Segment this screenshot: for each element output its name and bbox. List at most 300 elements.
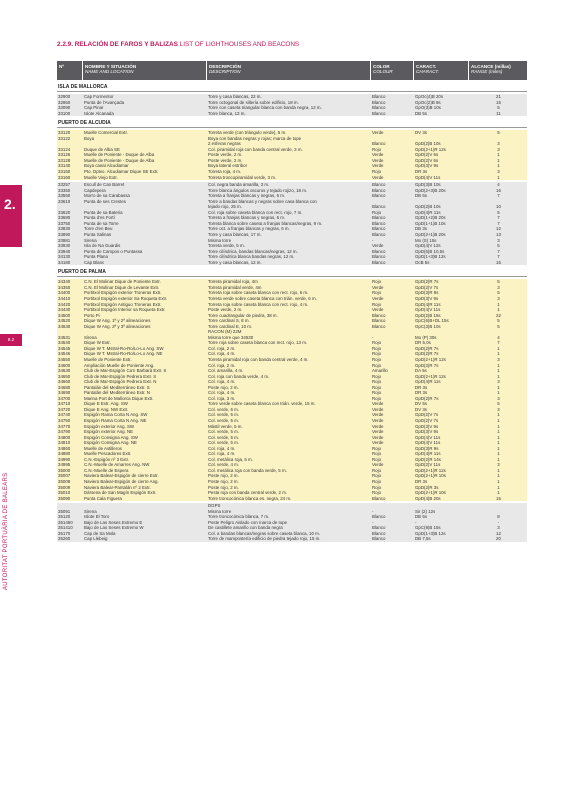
cell-name: Espigón exterior Ang. SW xyxy=(84,423,135,429)
cell-description: Torre oct. a franjas blancas y negras, 6 m. xyxy=(208,226,290,232)
cell-character: DR 3s xyxy=(415,169,428,175)
cell-description: Poste verde, 2 m. xyxy=(208,152,243,158)
cell-character: DR 5,0s xyxy=(415,340,431,346)
cell-description: De castillete amarillo con banda negra xyxy=(208,525,283,531)
cell-name: Sirena xyxy=(84,237,97,243)
cell-name: Naviera Balear-Espigón de cierre Ang. xyxy=(84,479,159,484)
cell-character: GpD(2)B 15s xyxy=(415,312,441,318)
cell-number: 33257 xyxy=(58,182,71,188)
cell-name: Espigón Rama Corta N Ang. NE xyxy=(84,417,147,423)
cell-description: Torre roja sobre caseta blanca con rect. rojo, 13 m. xyxy=(208,340,308,346)
cell-name: Dique W Ang. 2ª y 3ª alineaciones xyxy=(84,323,151,329)
cell-character: DA 5s xyxy=(415,368,427,374)
cell-colour: Rojo xyxy=(372,445,382,451)
cell-number: 34500 xyxy=(58,312,71,318)
cell-number: 34690 xyxy=(58,390,71,396)
cell-character: GpD(1+1)B 10s xyxy=(415,220,446,226)
cell-description: Poste verde, 2 m. xyxy=(208,307,243,313)
cell-range: 1 xyxy=(497,163,500,169)
cell-character: GpD(4)R 11s xyxy=(415,451,441,457)
cell-description: Boya con bandas negras y rojas; marca de tope xyxy=(208,135,302,141)
cell-range: 1 xyxy=(497,429,500,435)
cell-colour: Verde xyxy=(372,152,384,158)
lighthouse-table xyxy=(57,61,527,542)
cell-name: Capdepera xyxy=(84,187,106,193)
cell-number: 34400 xyxy=(58,290,71,296)
cell-colour: Verde xyxy=(372,284,384,290)
cell-colour: Verde xyxy=(372,307,384,313)
cell-description: Torre troncocónica blanca, 7 m. xyxy=(208,514,270,520)
cell-range: 7 xyxy=(497,220,500,226)
cell-colour: Blanco xyxy=(372,514,386,520)
cell-range: 1 xyxy=(497,484,500,490)
cell-colour: Verde xyxy=(372,423,384,429)
cell-colour: Verde xyxy=(372,434,384,440)
cell-character: GpD(5)B 10,5s xyxy=(415,248,445,254)
cell-name: Dique W Extr. xyxy=(84,340,111,346)
cell-colour: Blanco xyxy=(372,215,386,221)
cell-description: Torre blanca ángulos oscuros y tejado rojizo, 18 m. xyxy=(208,187,308,193)
cell-range: 7 xyxy=(497,215,500,221)
cell-description: Torreta a franjas blancas y negras, 6 m. xyxy=(208,193,286,199)
cell-character: - xyxy=(415,519,417,525)
cell-character: GpD(3)R 9s xyxy=(415,290,439,296)
cell-description: Col. verde, 4 m. xyxy=(208,462,239,468)
cell-colour: Verde xyxy=(372,163,384,169)
cell-character: GpO(3)B 10s xyxy=(415,105,441,111)
cell-number: 35260 xyxy=(58,536,71,542)
cell-description: Torre cilíndrica, bandas blancas/negras, 12 m. xyxy=(208,248,298,254)
cell-range: 1 xyxy=(497,445,500,451)
cell-colour: Verde xyxy=(372,174,384,180)
cell-range: 8 xyxy=(497,514,500,520)
cell-description: Torre y casa blancas, 12 m. xyxy=(208,259,262,265)
cell-number: 34790 xyxy=(58,429,71,435)
cell-number: 33620 xyxy=(58,209,71,215)
cell-description: Torreta roja, 4 m. xyxy=(208,169,242,175)
cell-character: GpD(4)R 11s xyxy=(415,209,441,215)
cell-colour: Verde xyxy=(372,130,384,136)
cell-number: 34700 xyxy=(58,395,71,401)
cell-description: Poste rojo, 2 m. xyxy=(208,384,239,390)
cell-number: 34750 xyxy=(58,417,71,423)
cell-name: Portitxol Espigón Antiguo Troneras Extr. xyxy=(84,301,162,307)
cell-name: Club de Mar-Espigón Pedrera Extr. S xyxy=(84,373,157,379)
cell-description: Col. piramidal roja con banda central verde, 3 m. xyxy=(208,146,303,152)
cell-name: Sirena xyxy=(84,508,97,514)
cell-range: 3 xyxy=(497,295,500,301)
cell-colour: Rojo xyxy=(372,467,382,473)
cell-character: GpD(2)B 10s xyxy=(415,204,441,210)
page-number: 8.2 xyxy=(0,334,22,346)
cell-description: Torre a bandas blancas y negras sobre casa blanca con xyxy=(208,198,317,204)
cell-range: 5 xyxy=(497,243,500,249)
cell-name: Naviera Balear-Espigón de cierre Extr. xyxy=(84,473,159,479)
cell-colour: Amarillo xyxy=(372,368,388,374)
cell-description: Col. roja, 2 m. xyxy=(208,345,236,351)
cell-number: 34860 xyxy=(58,445,71,451)
cell-number: 33150 xyxy=(58,169,71,175)
cell-description: Col. a bandas blancas/negras sobre caseta blanca, 10 m. xyxy=(208,530,321,536)
cell-name: C.N. El Molinar Dique de Levante Extr. xyxy=(84,284,160,290)
cell-number: 34530 xyxy=(58,323,71,329)
cell-character: GpD(2+3)B 20s xyxy=(415,187,446,193)
cell-name: Muelle de Poniente Extr. xyxy=(84,356,132,362)
cell-range: 1 xyxy=(497,362,500,368)
page-heading xyxy=(57,41,299,48)
cell-colour: Rojo xyxy=(372,209,382,215)
cell-character: GpD(3)V 9s xyxy=(415,163,439,169)
cell-name: Cap Llebeig xyxy=(84,536,108,542)
cell-description: Col. amarilla, 4 m. xyxy=(208,368,244,374)
cell-colour: Rojo xyxy=(372,169,382,175)
cell-description: Torre cardinal E, 10 m. xyxy=(208,323,253,329)
cell-number: 33890 xyxy=(58,232,71,238)
cell-description: Col. roja con banda verde, 4 m. xyxy=(208,373,270,379)
cell-colour: Blanco xyxy=(372,110,386,116)
cell-description: Col. metálica roja con banda verde, 5 m. xyxy=(208,467,287,473)
cell-number: 34650 xyxy=(58,373,71,379)
cell-range: 1 xyxy=(497,412,500,418)
cell-name: Muelle de Astilleros xyxy=(84,445,122,451)
cell-name: Bajo de Las Seses Extremo W xyxy=(84,525,144,531)
cell-colour: Blanco xyxy=(372,312,386,318)
cell-number: 32950 xyxy=(58,99,71,105)
cell-range: 5 xyxy=(497,318,500,324)
row-group xyxy=(57,182,527,265)
cell-number: 34350 xyxy=(58,284,71,290)
cell-character: GpC(3)B 10s xyxy=(415,323,441,329)
cell-name: Punta de sa Bateria xyxy=(84,209,123,215)
cell-colour: Rojo xyxy=(372,451,382,457)
cell-range: 3 xyxy=(497,395,500,401)
cell-name: Club de Mar-Espigón Pedrera Extr. N xyxy=(84,379,157,385)
cell-name: Punta Plana xyxy=(84,254,108,260)
cell-character: GpD(2)V 6s xyxy=(415,152,439,158)
cell-colour: Blanco xyxy=(372,232,386,238)
cell-colour: Rojo xyxy=(372,340,382,346)
cell-name: Torre d'en Beu xyxy=(84,226,113,232)
cell-colour: - xyxy=(372,508,374,514)
cell-colour: Blanco xyxy=(372,193,386,199)
cell-colour: Rojo xyxy=(372,279,382,285)
cell-number: 34540 xyxy=(58,340,71,346)
cell-colour: Blanco xyxy=(372,226,386,232)
cell-name: Cap de Sa Mola xyxy=(84,530,116,536)
cell-range: 5 xyxy=(497,279,500,285)
cell-range: 3 xyxy=(497,525,500,531)
cell-colour: Blanco xyxy=(372,182,386,188)
cell-name: Muelle Viejo Extr. xyxy=(84,174,118,180)
cell-description: Boya lateral estribor xyxy=(208,163,248,169)
cell-description: Poste verde, 2 m. xyxy=(208,157,243,163)
cell-character: GpD(1+3)B 12s xyxy=(415,254,446,260)
cell-colour: Rojo xyxy=(372,146,382,152)
cell-character: GpD(2)R 7s xyxy=(415,351,439,357)
cell-number: 33160 xyxy=(58,174,71,180)
cell-range: 1 xyxy=(497,373,500,379)
cell-number: 34531 xyxy=(58,334,71,340)
cell-colour: Blanco xyxy=(372,525,386,531)
cell-name: Isla de Na Guardis xyxy=(84,243,121,249)
cell-colour: Verde xyxy=(372,406,384,412)
cell-name: Dique W Ang. 1ª y 2ª alineaciones xyxy=(84,318,151,324)
cell-description: Torreta verde, 5 m. xyxy=(208,243,245,249)
cell-colour: - xyxy=(372,237,374,243)
cell-description: Torreta blanca sobre caseta a franjas blancas/negras, 9 m. xyxy=(208,220,323,226)
cell-number: 34710 xyxy=(58,401,71,407)
cell-range: 3 xyxy=(497,379,500,385)
cell-colour: Rojo xyxy=(372,473,382,479)
cell-character: DB 7,5s xyxy=(415,536,431,542)
cell-name: Pantalán del Mediterráneo Extr. S xyxy=(84,384,150,390)
cell-description: Col. roja, 3 m. xyxy=(208,395,236,401)
cell-range: 3 xyxy=(497,141,500,147)
cell-name: Punta Cala Figuera xyxy=(84,495,122,501)
cell-character: GpD(2)B 10s xyxy=(415,141,441,147)
cell-number: 33930 xyxy=(58,243,71,249)
cell-range: 5 xyxy=(497,323,500,329)
cell-character: GpD(2+1)R 12s xyxy=(415,356,446,362)
cell-name: Punta de sa Torre xyxy=(84,220,119,226)
cell-name: C.N.-Muelle de Espera xyxy=(84,467,129,473)
cell-range: 1 xyxy=(497,384,500,390)
cell-character: GpC(6)B+DL 15s xyxy=(415,318,449,324)
cell-number: 34545 xyxy=(58,345,71,351)
cell-description: Torreta troncopiramidal verde, 3 m. xyxy=(208,174,277,180)
cell-number: 33940 xyxy=(58,248,71,254)
cell-range: 5 xyxy=(497,209,500,215)
cell-character: GpD(3)V 9s xyxy=(415,295,439,301)
cell-range: 1 xyxy=(497,301,500,307)
cell-range: 5 xyxy=(497,105,500,111)
cell-colour: Rojo xyxy=(372,395,382,401)
section-title: ISLA DE MALLORCA xyxy=(57,83,527,92)
cell-range: 1 xyxy=(497,417,500,423)
cell-colour: Verde xyxy=(372,243,384,249)
cell-character: DV 5s xyxy=(415,401,427,407)
cell-colour: Rojo xyxy=(372,345,382,351)
cell-character: GpD(2+1)R 12s xyxy=(415,467,446,473)
cell-number: 33090 xyxy=(58,105,71,111)
cell-range: 21 xyxy=(496,94,501,99)
cell-description: Torreta roja sobre caseta blanca con rect. rojo, 4 m. xyxy=(208,301,309,307)
cell-name: Sirena xyxy=(84,334,97,340)
cell-number: 33830 xyxy=(58,226,71,232)
cell-range: 4 xyxy=(497,182,500,188)
vertical-publisher-text: AUTORITAT PORTUÀRIA DE BALEARS xyxy=(3,472,9,590)
row-group xyxy=(57,279,527,501)
cell-description: Mástil verde, 5 m. xyxy=(208,423,243,429)
cell-range: 1 xyxy=(497,440,500,446)
cell-colour: Verde xyxy=(372,401,384,407)
cell-character: GpD(3)B 10s xyxy=(415,182,441,188)
cell-name: Club de Mar-Espigón Ca'n Barbarà Extr. S xyxy=(84,368,167,374)
cell-number: 35007 xyxy=(58,473,71,479)
cell-number: 33981 xyxy=(58,237,71,243)
cell-description: Torre y casa blancas, 22 m. xyxy=(208,94,262,99)
cell-character: OcB 5s xyxy=(415,259,430,265)
cell-range: 7 xyxy=(497,254,500,260)
cell-colour: Rojo xyxy=(372,373,382,379)
col-character: CARACT. CHARACT. xyxy=(414,61,469,80)
cell-description: Torre cuadrangular de piedra, 38 m. xyxy=(208,312,278,318)
cell-range: 13 xyxy=(496,232,501,238)
cell-number: 33610 xyxy=(58,198,71,204)
col-number: Nº xyxy=(57,61,83,80)
cell-number: 34995 xyxy=(58,462,71,468)
cell-description: DGPS xyxy=(208,503,221,509)
cell-description: Torreta piramidal roja, 4m xyxy=(208,279,258,285)
cell-range: 1 xyxy=(497,368,500,374)
cell-number: 34720 xyxy=(58,406,71,412)
cell-character: GpD(2)V 7s xyxy=(415,284,439,290)
cell-description: Torreta verde (con triángulo verde), 5 m. xyxy=(208,130,287,136)
cell-range: 11 xyxy=(496,110,501,116)
cell-number: 33750 xyxy=(58,220,71,226)
cell-range: 12 xyxy=(496,530,501,536)
cell-range: 3 xyxy=(497,462,500,468)
cell-character: DR 3s xyxy=(415,479,428,484)
cell-character: GpOc(2)B 8s xyxy=(415,99,441,105)
cell-range: 7 xyxy=(497,340,500,346)
cell-description: Col. verde, 5 m. xyxy=(208,434,239,440)
cell-colour: Rojo xyxy=(372,484,382,490)
cell-range: 12 xyxy=(496,226,501,232)
cell-number: 351450 xyxy=(58,519,73,525)
cell-character: GpD(2)V 6s xyxy=(415,157,439,163)
cell-description: Col. roja sobre caseta blanca con rect. rojo, 7 m. xyxy=(208,209,303,215)
cell-colour: Blanco xyxy=(372,530,386,536)
cell-character: Mo (P) 30s xyxy=(415,334,437,340)
cell-colour: Blanco xyxy=(372,248,386,254)
cell-colour: - xyxy=(372,519,374,525)
cell-character: GpOc(4)B 20s xyxy=(415,94,444,99)
cell-character: DR 3s xyxy=(415,384,428,390)
cell-range: 3 xyxy=(497,284,500,290)
cell-number: 34430 xyxy=(58,307,71,313)
cell-number: 35090 xyxy=(58,495,71,501)
cell-range: 1 xyxy=(497,456,500,462)
cell-description: Col. roja, 4 m. xyxy=(208,451,236,457)
cell-colour: Blanco xyxy=(372,318,386,324)
cell-number: 33122 xyxy=(58,135,71,141)
cell-character: GpD(2)R 14s xyxy=(415,456,441,462)
cell-character: GpD(3)V 9s xyxy=(415,429,439,435)
cell-character: GpD(2+1)R 12s xyxy=(415,146,446,152)
cell-colour: Verde xyxy=(372,417,384,423)
cell-number: 34520 xyxy=(58,318,71,324)
section-title: PUERTO DE PALMA xyxy=(57,268,527,277)
cell-description: Col. verde, 6 m. xyxy=(208,406,239,412)
cell-name: C.N.-Muelle de Amarres Ang. NW xyxy=(84,462,150,468)
cell-description: Torre troncocónica blanca es. negra, 24 m. xyxy=(208,495,292,501)
cell-character: GpD(2+1)B 20s xyxy=(415,232,446,238)
cell-range: 3 xyxy=(497,169,500,175)
cell-range: 1 xyxy=(497,351,500,357)
cell-character: GpD(2)R 3s xyxy=(415,484,439,490)
cell-description: Poste rojo, 2 m. xyxy=(208,484,239,490)
cell-colour: Blanco xyxy=(372,254,386,260)
cell-number: 34550 xyxy=(58,356,71,362)
row-group xyxy=(57,503,527,542)
cell-description: Poste rojo, 2 m. xyxy=(208,473,239,479)
cell-character: GpD(4)R 11s xyxy=(415,379,441,385)
col-colour: COLOR COLOUR xyxy=(371,61,414,80)
cell-range: 15 xyxy=(496,495,501,501)
cell-name: Punta de ses Crestes xyxy=(84,198,126,204)
cell-number: 34180 xyxy=(58,259,71,265)
cell-name: Cap Blanc xyxy=(84,259,105,265)
cell-description: Torreta piramidal roja con banda central verde, 4 m. xyxy=(208,356,309,362)
cell-name: Dique W T. Mstral-Ro-Ro/Lo-Lo Ang. SW xyxy=(84,345,164,351)
cell-name: Punta de Campos o Puntassa xyxy=(84,248,143,254)
cell-description: Torreta a franjas blancas y negras, 6 m. xyxy=(208,215,286,221)
cell-description: tejado rojo, 25 m. xyxy=(208,204,242,210)
cell-character: GpD(4)B 20s xyxy=(415,495,441,501)
cell-colour: Verde xyxy=(372,462,384,468)
cell-number: 34130 xyxy=(58,254,71,260)
cell-character: GpD(4)R 11s xyxy=(415,301,441,307)
col-range: ALCANCE (millas) RANGE (miles) xyxy=(471,64,511,75)
cell-number: 35010 xyxy=(58,490,71,496)
cell-colour: Rojo xyxy=(372,384,382,390)
cell-name: Porto Pi xyxy=(84,312,100,318)
cell-name: Marina Port de Mallorca Dique Extr. xyxy=(84,395,154,401)
cell-name: Bajo de Las Seses Extremo E xyxy=(84,519,143,525)
cell-name: Espigón Consigna Ang. NE xyxy=(84,440,137,446)
cell-range: 15 xyxy=(496,99,501,105)
cell-character: GpD(4)V 11s xyxy=(415,174,441,180)
cell-character: GpD(1+2)B 20s xyxy=(415,215,446,221)
cell-range: 1 xyxy=(497,345,500,351)
table-row xyxy=(57,260,527,266)
cell-range: 16 xyxy=(496,187,501,193)
cell-colour: Blanco xyxy=(372,259,386,265)
cell-description: Torre con caseta triangular blanca con banda negra, 12 m. xyxy=(208,105,322,111)
cell-range: 3 xyxy=(497,406,500,412)
cell-name: Dique E Extr. Ang. SW xyxy=(84,401,128,407)
cell-character: DB 5s xyxy=(415,514,427,520)
cell-character: GpC(9)B 15s xyxy=(415,525,441,531)
cell-character: GpD(2)R 7s xyxy=(415,279,439,285)
cell-range: 22 xyxy=(496,312,501,318)
cell-number: 351410 xyxy=(58,525,73,531)
cell-description: Torreta verde sobre caseta blanca con trián. verde, 6 m. xyxy=(208,295,317,301)
cell-description: Col. metálica roja, 5 m. xyxy=(208,456,253,462)
cell-colour: Blanco xyxy=(372,495,386,501)
cell-character: GpD(3)R 9s xyxy=(415,445,439,451)
cell-colour: Rojo xyxy=(372,362,382,368)
cell-colour: Blanco xyxy=(372,204,386,210)
cell-number: 34990 xyxy=(58,456,71,462)
cell-character: GpD(4)V 11s xyxy=(415,307,441,313)
cell-number: 35000 xyxy=(58,467,71,473)
side-bar xyxy=(0,0,22,800)
cell-name: Portitxol Espigón exterior Sa Roqueta Extr. xyxy=(84,295,168,301)
table-header xyxy=(57,61,527,80)
cell-character: Mo (S) 15s xyxy=(415,237,437,243)
cell-name: Espigón Rama Corta N Ang. SW xyxy=(84,412,148,418)
cell-range: 3 xyxy=(497,356,500,362)
cell-character: GpD(2)R 7s xyxy=(415,395,439,401)
cell-name: Muelle de Poniente - Duque de Alba xyxy=(84,152,155,158)
cell-colour: Rojo xyxy=(372,390,382,396)
cell-number: 35120 xyxy=(58,514,71,520)
cell-colour: Rojo xyxy=(372,479,382,484)
table-body xyxy=(57,83,527,542)
cell-character: GpD(4)V 12s xyxy=(415,243,441,249)
